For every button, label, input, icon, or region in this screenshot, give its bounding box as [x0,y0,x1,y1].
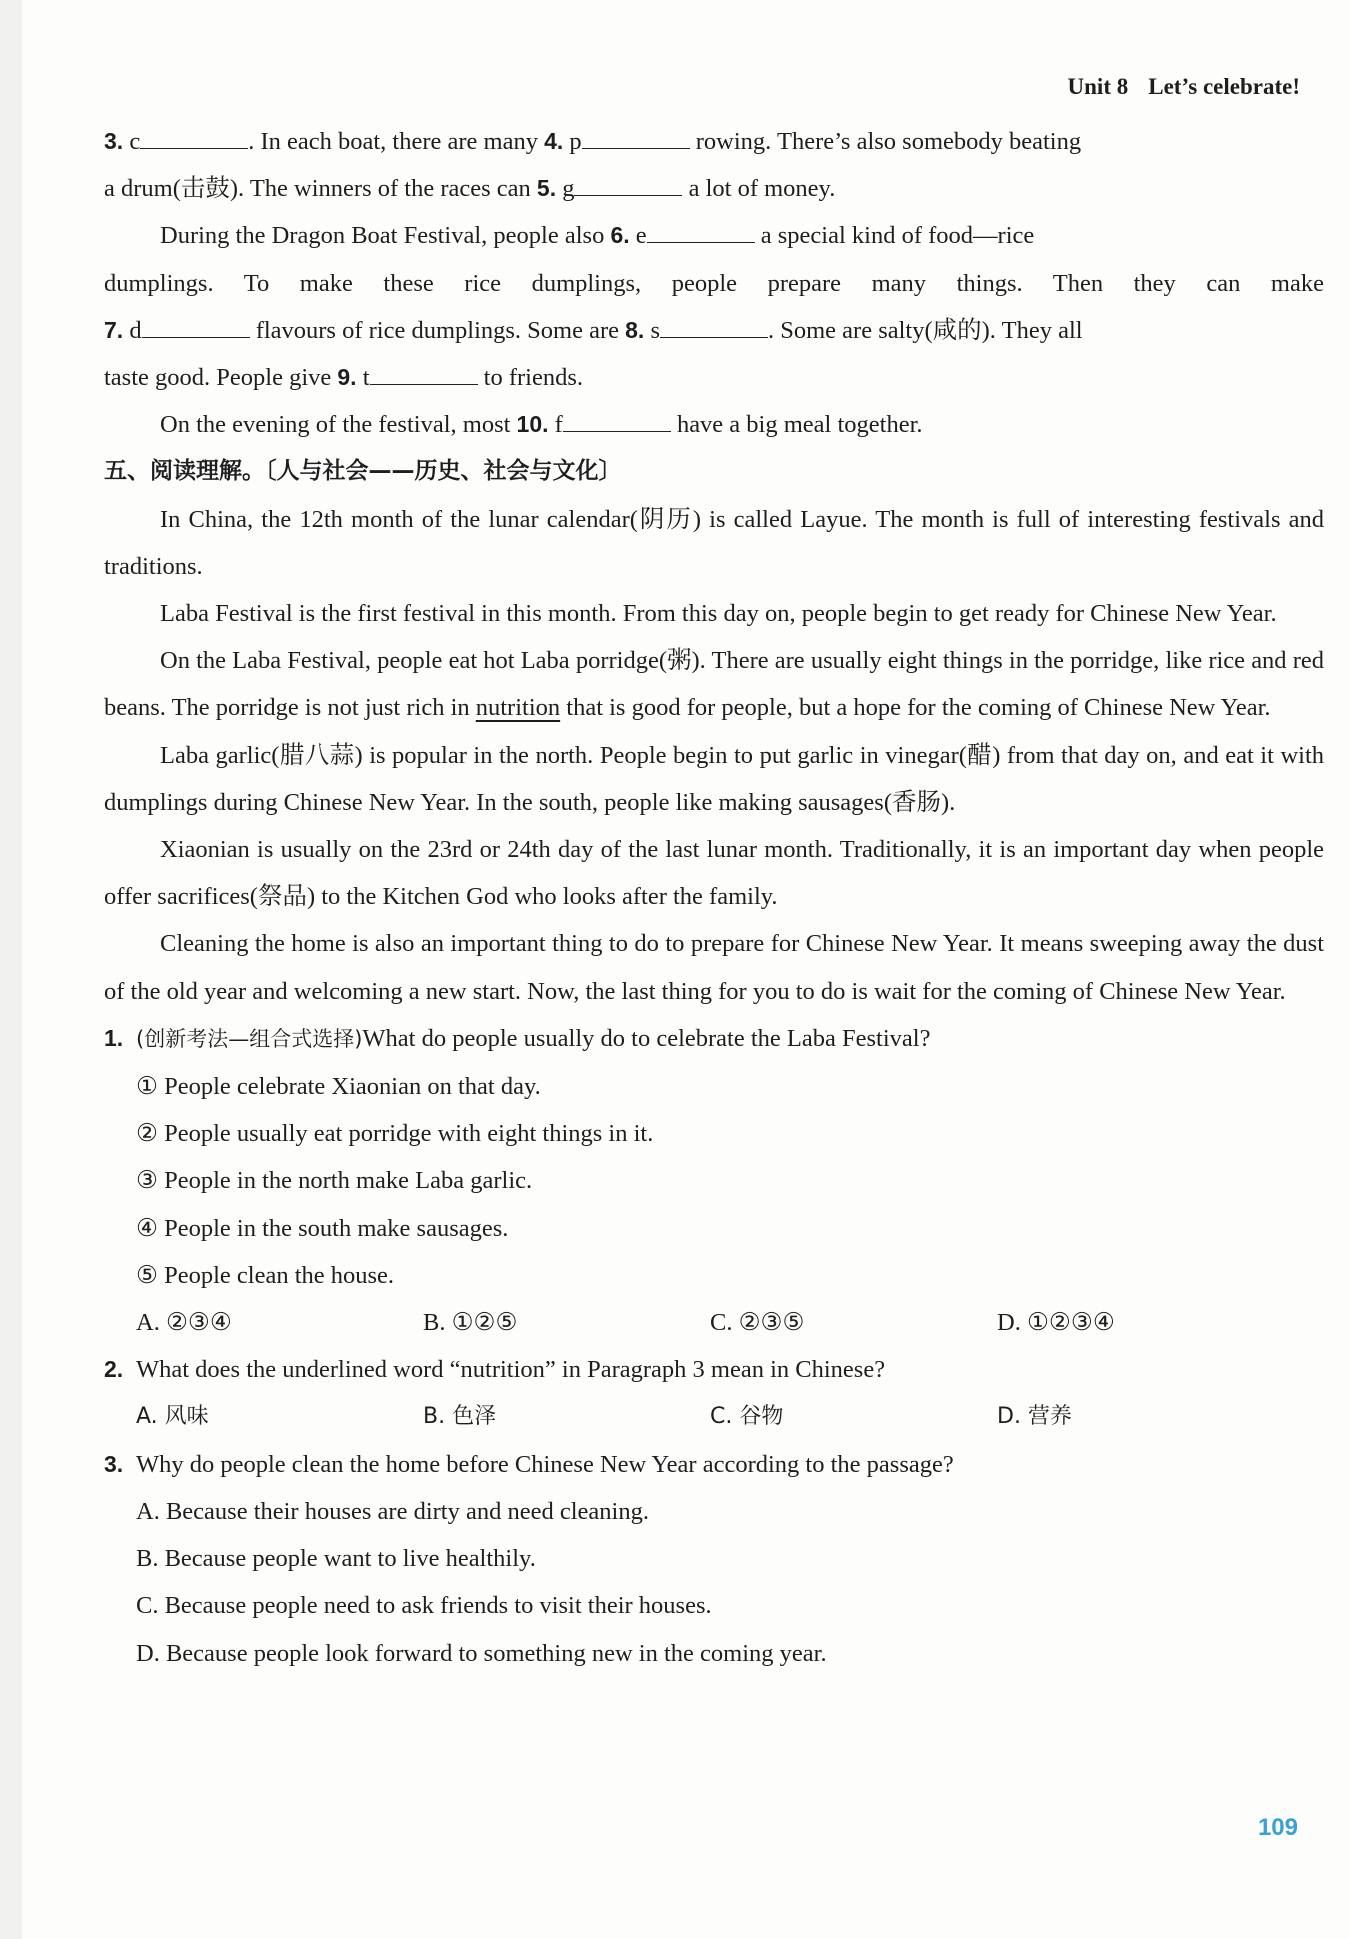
question-tag: (创新考法—组合式选择) [136,1026,363,1051]
cloze-line [104,118,1324,165]
statement-item: ③ People in the north make Laba garlic. [136,1167,533,1195]
blank-number: 10. [516,411,549,438]
option-c[interactable]: C. Because people need to ask friends to visit their houses. [136,1592,712,1620]
cloze-text: d [123,316,142,344]
cloze-text: On the evening of the festival, most [160,411,517,439]
cloze-text: During the Dragon Boat Festival, people also [160,222,611,250]
statement-item: ⑤ People clean the house. [136,1261,395,1289]
option-a[interactable]: A. Because their houses are dirty and need cleaning. [136,1497,649,1525]
statement-item: ② People usually eat porridge with eight things in it. [136,1120,654,1148]
question-text: What do people usually do to celebrate the Laba Festival? [362,1024,931,1052]
blank-number: 3. [104,128,124,154]
blank-number: 6. [610,222,630,249]
answer-blank[interactable] [574,177,682,196]
question-number: 1. [104,1024,124,1051]
cloze-line [104,354,1324,401]
cloze-text: s [644,316,660,344]
paragraph-text: On the Laba Festival, people eat hot Laba porridge(粥). There are usually eight things in the porridge, like rice and red beans. The porridge is not just rich in [104,647,1324,722]
passage-paragraph-6: Cleaning the home is also an important thing to do to prepare for Chinese New Year. It means sweeping away the dust of the old year and welcoming a new start. Now, the last thing for you to do is wait for the coming of Chinese New Year. [104,930,1324,1005]
section-heading: 五、阅读理解。〔人与社会——历史、社会与文化〕 [104,458,622,485]
cloze-text: g [556,175,575,203]
running-header [1068,74,1300,100]
option-a[interactable]: A. ②③④ [136,1309,232,1337]
passage-paragraph-5: Xiaonian is usually on the 23rd or 24th day of the last lunar month. Traditionally, it is an important day when people offer sacrifices(祭品) to the Kitchen God who looks after the family. [104,836,1324,911]
answer-blank[interactable] [140,130,248,149]
cloze-text: a lot of money. [682,175,836,203]
cloze-text: e [629,222,647,250]
blank-number: 5. [536,175,557,202]
answer-blank[interactable] [370,366,478,385]
cloze-text: have a big meal together. [670,411,923,439]
blank-number: 9. [337,364,357,391]
page-number: 109 [1257,1814,1298,1841]
underlined-word: nutrition [475,694,561,722]
cloze-text: t [356,364,370,392]
cloze-line: dumplings. To make these rice dumplings, people prepare many things. Then they can make [104,269,1324,297]
cloze-text: a special kind of food—rice [754,222,1035,250]
cloze-line [104,401,1324,448]
unit-label: Unit 8 [1067,74,1129,99]
page-content [104,118,1324,1677]
cloze-text: to friends. [477,364,583,392]
option-c[interactable]: C. ②③⑤ [710,1309,805,1337]
cloze-text: . Some are salty(咸的). They all [768,316,1083,344]
question-1 [104,1015,1324,1063]
cloze-line [104,212,1324,259]
option-c[interactable]: C. 谷物 [710,1404,784,1430]
option-b[interactable]: B. ①②⑤ [423,1309,518,1337]
answer-blank[interactable] [660,319,768,338]
question-text: Why do people clean the home before Chinese New Year according to the passage? [136,1450,954,1478]
unit-title: Let’s celebrate! [1148,74,1300,99]
cloze-text: c [129,128,141,155]
blank-number: 7. [104,316,124,343]
question-3 [104,1441,1324,1488]
blank-number: 4. [544,128,564,154]
cloze-text: taste good. People give [104,364,338,392]
paragraph-text: that is good for people, but a hope for the coming of Chinese New Year. [560,694,1271,722]
answer-blank[interactable] [582,130,690,149]
passage-paragraph-3 [104,637,1324,731]
cloze-text: f [548,411,563,439]
statement-item: ④ People in the south make sausages. [136,1214,509,1242]
cloze-text: rowing. There’s also somebody beating [689,128,1082,155]
question-number: 3. [104,1450,124,1477]
cloze-line [104,307,1324,354]
passage-paragraph-1: In China, the 12th month of the lunar calendar(阴历) is called Layue. The month is full of interesting festivals and traditions. [104,505,1324,580]
option-b[interactable]: B. Because people want to live healthily. [136,1545,536,1573]
question-number: 2. [104,1356,124,1383]
option-a[interactable]: A. 风味 [136,1404,209,1430]
cloze-text: p [563,128,582,155]
cloze-text: a drum(击鼓). The winners of the races can [104,175,537,203]
answer-blank[interactable] [563,413,671,432]
question-1-options [104,1299,1324,1346]
passage-paragraph-2: Laba Festival is the first festival in this month. From this day on, people begin to get ready for Chinese New Year. [160,600,1277,628]
passage-paragraph-4: Laba garlic(腊八蒜) is popular in the north. People begin to put garlic in vinegar(醋) from that day on, and eat it with dumplings during Chinese New Year. In the south, people like making sausages(香肠). [104,741,1324,816]
question-2 [104,1346,1324,1393]
cloze-line [104,165,1324,212]
option-d[interactable]: D. Because people look forward to something new in the coming year. [136,1639,827,1667]
answer-blank[interactable] [142,319,250,338]
statement-item: ① People celebrate Xiaonian on that day. [136,1073,541,1101]
question-2-options [104,1393,1324,1440]
answer-blank[interactable] [647,224,755,243]
cloze-text: . In each boat, there are many [248,128,545,155]
option-b[interactable]: B. 色泽 [423,1404,497,1430]
option-d[interactable]: D. 营养 [997,1404,1072,1430]
question-text: What does the underlined word “nutrition” in Paragraph 3 mean in Chinese? [136,1356,886,1384]
cloze-text: flavours of rice dumplings. Some are [249,316,626,344]
blank-number: 8. [625,316,645,343]
option-d[interactable]: D. ①②③④ [997,1309,1115,1337]
